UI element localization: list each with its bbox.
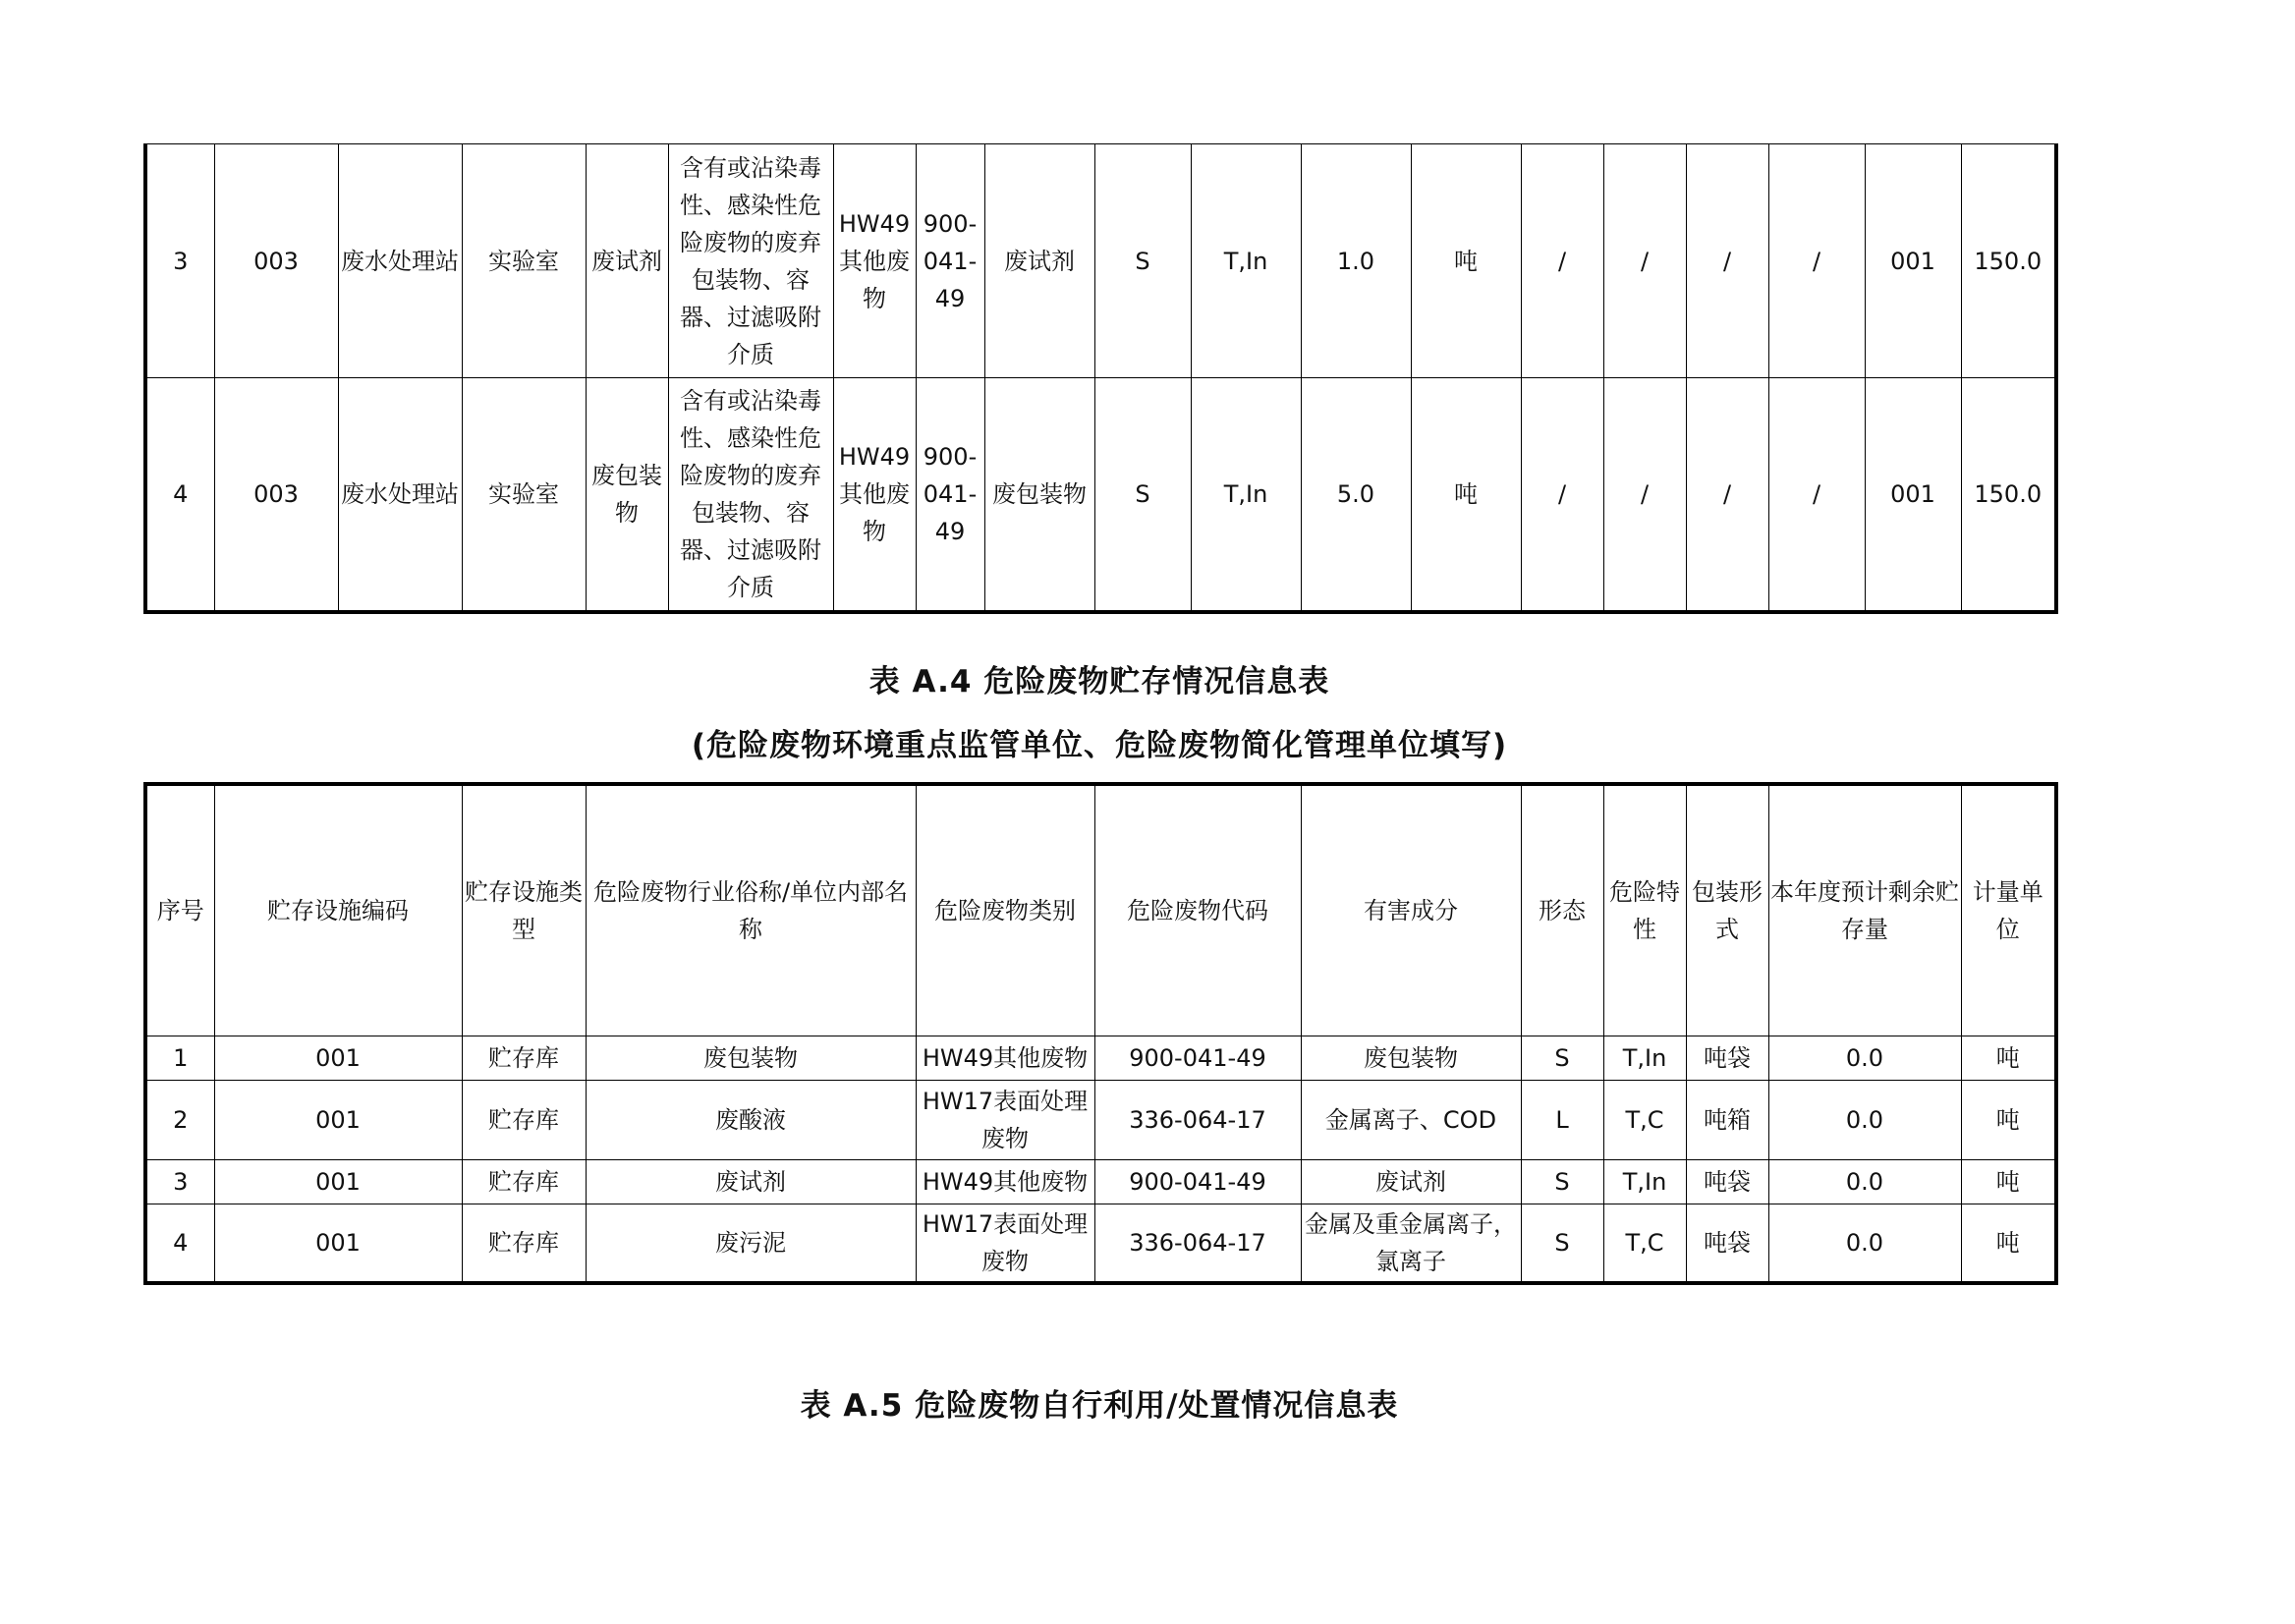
cell-hazard: T,C — [1603, 1204, 1686, 1283]
cell-waste-code: 336-064-17 — [1094, 1080, 1301, 1159]
header-category: 危险废物类别 — [916, 784, 1094, 1036]
cell-cap: 150.0 — [1961, 144, 2056, 378]
cell-name: 废试剂 — [586, 144, 668, 378]
table-a5-title: 表 A.5 危险废物自行利用/处置情况信息表 — [800, 1388, 1399, 1424]
cell-amount: 5.0 — [1301, 378, 1411, 612]
cell-package: 吨袋 — [1686, 1204, 1768, 1283]
cell-remaining: 0.0 — [1768, 1204, 1961, 1283]
cell-facility-type: 贮存库 — [462, 1204, 586, 1283]
cell-form: S — [1521, 1204, 1603, 1283]
cell-hazard: T,In — [1191, 378, 1301, 612]
table-row — [145, 378, 2056, 612]
cell-facility-type: 贮存库 — [462, 1159, 586, 1204]
cell-component: 金属离子、COD — [1301, 1080, 1521, 1159]
cell-c1: / — [1521, 144, 1603, 378]
cell-form: S — [1094, 144, 1191, 378]
cell-unit: 吨 — [1411, 378, 1521, 612]
table-a3-continuation — [143, 143, 2058, 614]
cell-c4: / — [1768, 378, 1865, 612]
header-component: 有害成分 — [1301, 784, 1521, 1036]
table-a4-storage — [143, 782, 2058, 1285]
header-hazard: 危险特性 — [1603, 784, 1686, 1036]
cell-facility: 废水处理站 — [338, 144, 462, 378]
cell-name: 废包装物 — [586, 378, 668, 612]
cell-hazard: T,In — [1191, 144, 1301, 378]
header-seq: 序号 — [145, 784, 214, 1036]
cell-category: HW17表面处理废物 — [916, 1080, 1094, 1159]
header-package: 包装形式 — [1686, 784, 1768, 1036]
cell-dest: 001 — [1865, 144, 1961, 378]
cell-category: HW49其他废物 — [916, 1159, 1094, 1204]
cell-facility-type: 贮存库 — [462, 1080, 586, 1159]
cell-cap: 150.0 — [1961, 378, 2056, 612]
cell-unit: 吨 — [1961, 1159, 2056, 1204]
header-name: 危险废物行业俗称/单位内部名称 — [586, 784, 916, 1036]
cell-category: HW17表面处理废物 — [916, 1204, 1094, 1283]
cell-code: 003 — [214, 144, 338, 378]
cell-remaining: 0.0 — [1768, 1080, 1961, 1159]
cell-name: 废酸液 — [586, 1080, 916, 1159]
cell-facility-code: 001 — [214, 1159, 462, 1204]
cell-seq: 4 — [145, 1204, 214, 1283]
cell-category: HW49其他废物 — [833, 144, 916, 378]
cell-source: 实验室 — [462, 144, 586, 378]
cell-waste-name: 废试剂 — [984, 144, 1094, 378]
header-waste-code: 危险废物代码 — [1094, 784, 1301, 1036]
cell-hazard: T,In — [1603, 1036, 1686, 1080]
cell-source: 实验室 — [462, 378, 586, 612]
cell-name: 废污泥 — [586, 1204, 916, 1283]
cell-name: 废试剂 — [586, 1159, 916, 1204]
cell-waste-code: 900-041-49 — [1094, 1036, 1301, 1080]
cell-remaining: 0.0 — [1768, 1159, 1961, 1204]
cell-desc: 含有或沾染毒性、感染性危险废物的废弃包装物、容器、过滤吸附介质 — [668, 378, 833, 612]
cell-code: 003 — [214, 378, 338, 612]
cell-facility-code: 001 — [214, 1036, 462, 1080]
header-form: 形态 — [1521, 784, 1603, 1036]
cell-seq: 3 — [145, 1159, 214, 1204]
cell-hazard: T,C — [1603, 1080, 1686, 1159]
cell-c2: / — [1603, 378, 1686, 612]
cell-c4: / — [1768, 144, 1865, 378]
cell-amount: 1.0 — [1301, 144, 1411, 378]
cell-seq: 1 — [145, 1036, 214, 1080]
cell-c1: / — [1521, 378, 1603, 612]
cell-form: S — [1521, 1159, 1603, 1204]
cell-dest: 001 — [1865, 378, 1961, 612]
header-facility-type: 贮存设施类型 — [462, 784, 586, 1036]
table-row — [145, 1159, 2056, 1204]
cell-facility: 废水处理站 — [338, 378, 462, 612]
header-unit: 计量单位 — [1961, 784, 2056, 1036]
cell-package: 吨箱 — [1686, 1080, 1768, 1159]
cell-facility-code: 001 — [214, 1204, 462, 1283]
cell-remaining: 0.0 — [1768, 1036, 1961, 1080]
cell-waste-name: 废包装物 — [984, 378, 1094, 612]
table-row — [145, 144, 2056, 378]
cell-package: 吨袋 — [1686, 1036, 1768, 1080]
cell-component: 废试剂 — [1301, 1159, 1521, 1204]
cell-unit: 吨 — [1961, 1080, 2056, 1159]
cell-c2: / — [1603, 144, 1686, 378]
cell-waste-code: 336-064-17 — [1094, 1204, 1301, 1283]
cell-category: HW49其他废物 — [833, 378, 916, 612]
cell-unit: 吨 — [1961, 1036, 2056, 1080]
cell-waste-code: 900-041-49 — [916, 378, 984, 612]
cell-seq: 3 — [145, 144, 214, 378]
cell-hazard: T,In — [1603, 1159, 1686, 1204]
header-remaining: 本年度预计剩余贮存量 — [1768, 784, 1961, 1036]
cell-form: S — [1094, 378, 1191, 612]
cell-unit: 吨 — [1961, 1204, 2056, 1283]
cell-package: 吨袋 — [1686, 1159, 1768, 1204]
table-a4-subtitle: (危险废物环境重点监管单位、危险废物简化管理单位填写) — [691, 728, 1508, 763]
cell-facility-code: 001 — [214, 1080, 462, 1159]
cell-form: S — [1521, 1036, 1603, 1080]
cell-c3: / — [1686, 378, 1768, 612]
table-row — [145, 1036, 2056, 1080]
cell-component: 废包装物 — [1301, 1036, 1521, 1080]
cell-form: L — [1521, 1080, 1603, 1159]
cell-waste-code: 900-041-49 — [916, 144, 984, 378]
table-header-row — [145, 784, 2056, 1036]
cell-waste-code: 900-041-49 — [1094, 1159, 1301, 1204]
cell-desc: 含有或沾染毒性、感染性危险废物的废弃包装物、容器、过滤吸附介质 — [668, 144, 833, 378]
cell-component: 金属及重金属离子，氯离子 — [1301, 1204, 1521, 1283]
cell-facility-type: 贮存库 — [462, 1036, 586, 1080]
table-row — [145, 1204, 2056, 1283]
cell-category: HW49其他废物 — [916, 1036, 1094, 1080]
cell-unit: 吨 — [1411, 144, 1521, 378]
table-row — [145, 1080, 2056, 1159]
cell-seq: 2 — [145, 1080, 214, 1159]
cell-name: 废包装物 — [586, 1036, 916, 1080]
cell-c3: / — [1686, 144, 1768, 378]
table-a4-title: 表 A.4 危险废物贮存情况信息表 — [868, 664, 1330, 700]
cell-seq: 4 — [145, 378, 214, 612]
header-facility-code: 贮存设施编码 — [214, 784, 462, 1036]
